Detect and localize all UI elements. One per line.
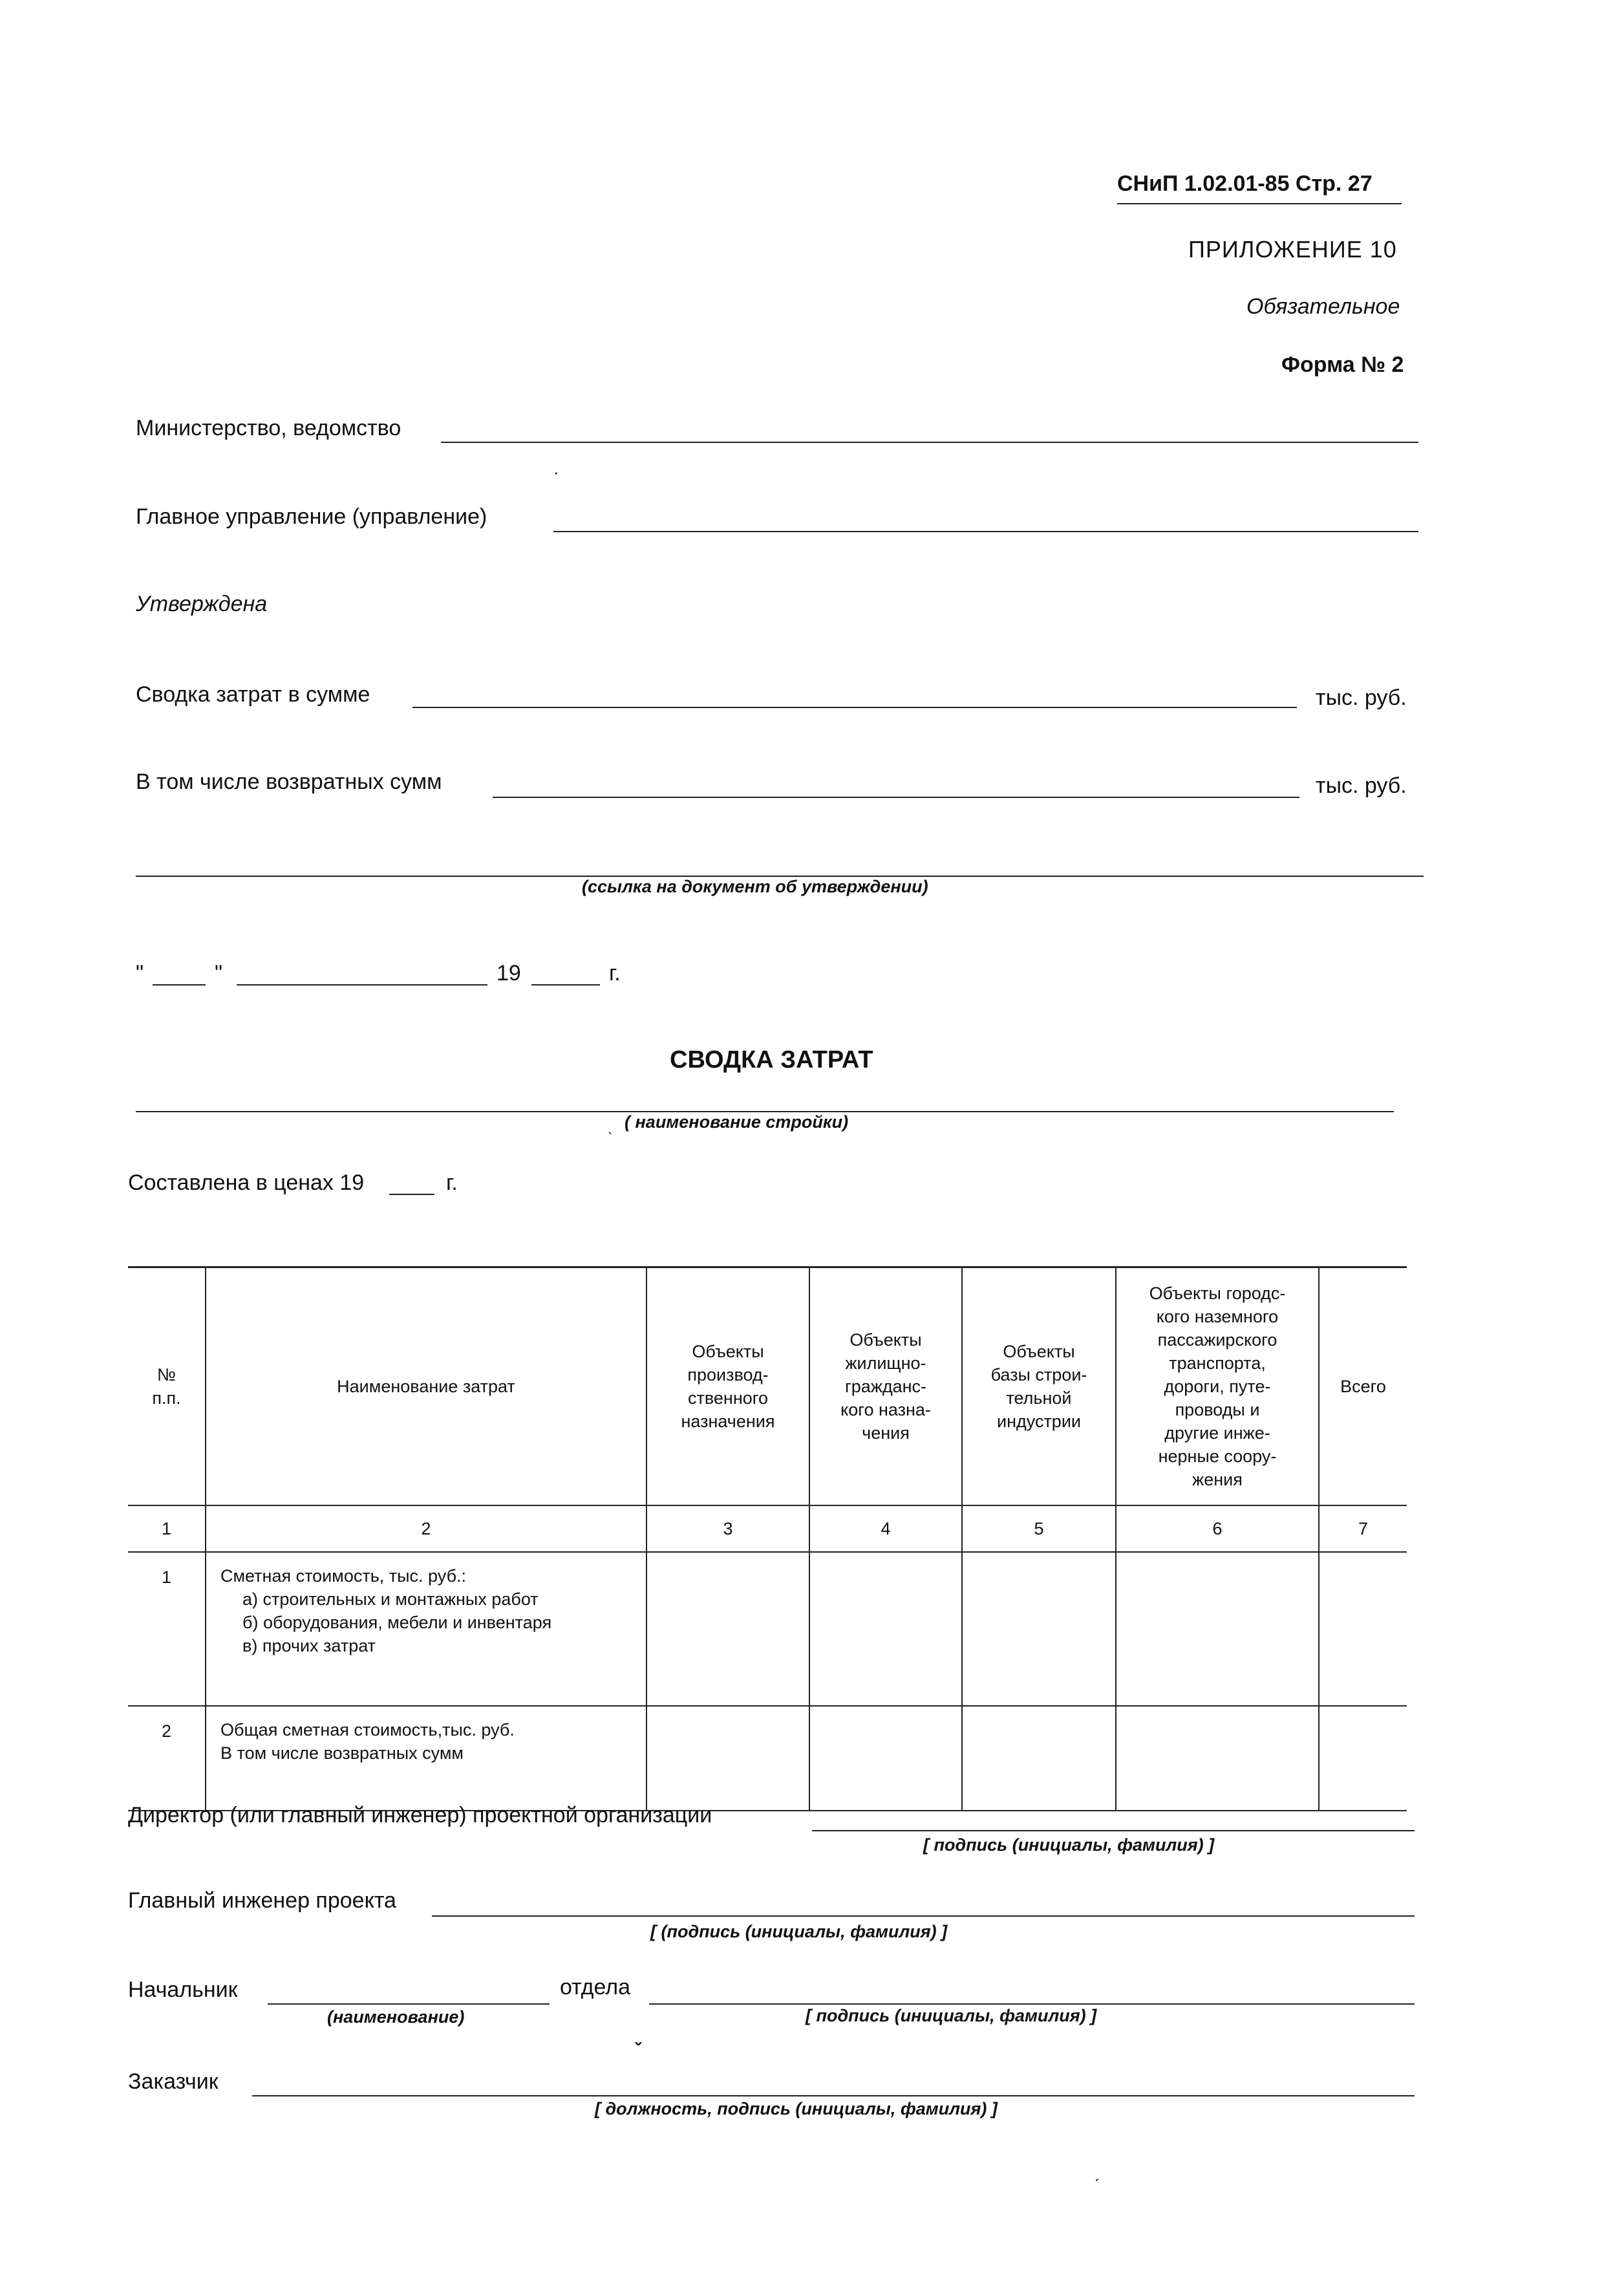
header-cell-housing-objects: Объекты жилищно- гражданс- кого назна- чения [809,1267,962,1506]
column-number: 3 [646,1505,809,1552]
column-number: 2 [206,1505,646,1552]
date-close-quote: " [215,961,223,986]
row-description: Сметная стоимость, тыс. руб.: а) строительных и монтажных работ б) оборудования, мебели и инвентаря в) прочих затрат [206,1552,646,1706]
prices-year-suffix: г. [446,1170,458,1195]
date-open-quote: " [136,961,144,986]
appendix-status: Обязательное [1246,294,1400,319]
value-cell[interactable] [1116,1706,1319,1811]
table-row [128,1552,1407,1706]
summary-sum-field-line[interactable] [412,707,1297,708]
column-number: 5 [962,1505,1116,1552]
returnable-unit: тыс. руб. [1316,773,1407,798]
prices-year-line[interactable] [389,1194,434,1195]
department-label: отдела [560,1975,630,1999]
document-reference-underline [1117,203,1402,204]
customer-label: Заказчик [128,2069,219,2094]
head-signature-line[interactable] [649,2003,1415,2005]
returnable-label: В том числе возвратных сумм [136,770,442,794]
director-signature-caption: [ подпись (инициалы, фамилия) ] [923,1835,1215,1855]
customer-signature-line[interactable] [252,2095,1415,2096]
chief-engineer-signature-line[interactable] [432,1915,1415,1917]
returnable-field-line[interactable] [493,797,1299,798]
date-day-line[interactable] [153,984,206,986]
document-reference: СНиП 1.02.01-85 Стр. 27 [1117,171,1373,196]
stray-dot: · [553,462,559,482]
cost-summary-table [128,1266,1407,1811]
header-cell-production-objects: Объекты производ- ственного назначения [646,1267,809,1506]
value-cell[interactable] [646,1552,809,1706]
date-year-line[interactable] [531,984,600,986]
stray-dot: ˏ [1094,2162,1100,2182]
customer-signature-caption: [ должность, подпись (инициалы, фамилия) ] [595,2099,998,2118]
value-cell[interactable] [962,1552,1116,1706]
value-cell[interactable] [646,1706,809,1811]
stray-dot: ˇ [635,2040,641,2061]
value-cell[interactable] [809,1552,962,1706]
head-signature-caption: [ подпись (инициалы, фамилия) ] [806,2006,1097,2025]
value-cell[interactable] [962,1706,1116,1811]
table-header-row [128,1267,1407,1506]
header-cell-total: Всего [1319,1267,1407,1506]
approved-label: Утверждена [136,592,268,616]
header-cell-number: № п.п. [128,1267,206,1506]
row-number: 1 [128,1552,206,1706]
page-title: СВОДКА ЗАТРАТ [670,1046,873,1073]
approval-reference-caption: (ссылка на документ об утверждении) [582,877,928,896]
date-year-prefix: 19 [497,961,521,986]
row-number: 2 [128,1706,206,1811]
summary-sum-label: Сводка затрат в сумме [136,682,370,707]
date-year-suffix: г. [609,961,621,986]
value-cell[interactable] [1319,1552,1407,1706]
main-directorate-field-line[interactable] [553,531,1418,532]
ministry-label: Министерство, ведомство [136,416,401,440]
column-numbers-row [128,1505,1407,1552]
header-cell-transport-objects: Объекты городс- кого наземного пассажирского транспорта, дороги, путе- проводы и другие инже- нерные соору- жения [1116,1267,1319,1506]
header-cell-construction-industry-objects: Объекты базы строи- тельной индустрии [962,1267,1116,1506]
main-directorate-label: Главное управление (управление) [136,504,487,529]
column-number: 1 [128,1505,206,1552]
column-number: 4 [809,1505,962,1552]
construction-name-caption: ( наименование стройки) [625,1112,849,1132]
ministry-field-line[interactable] [441,442,1418,443]
header-cell-cost-name: Наименование затрат [206,1267,646,1506]
head-department-line[interactable] [268,2003,550,2005]
chief-engineer-label: Главный инженер проекта [128,1888,396,1913]
director-signature-line[interactable] [812,1830,1415,1831]
date-month-line[interactable] [237,984,487,986]
department-name-caption: (наименование) [327,2007,465,2027]
prices-label: Составлена в ценах 19 [128,1170,365,1195]
column-number: 7 [1319,1505,1407,1552]
head-label: Начальник [128,1977,238,2002]
chief-engineer-signature-caption: [ (подпись (инициалы, фамилия) ] [650,1922,948,1941]
director-label: Директор (или главный инженер) проектной организации [128,1803,712,1827]
value-cell[interactable] [1319,1706,1407,1811]
column-number: 6 [1116,1505,1319,1552]
form-number: Форма № 2 [1281,352,1404,377]
value-cell[interactable] [809,1706,962,1811]
row-description: Общая сметная стоимость,тыс. руб. В том числе возвратных сумм [206,1706,646,1811]
stray-mark: ˎ [608,1117,613,1135]
value-cell[interactable] [1116,1552,1319,1706]
summary-sum-unit: тыс. руб. [1316,685,1407,710]
appendix-number: ПРИЛОЖЕНИЕ 10 [1188,236,1397,263]
table-row [128,1706,1407,1811]
